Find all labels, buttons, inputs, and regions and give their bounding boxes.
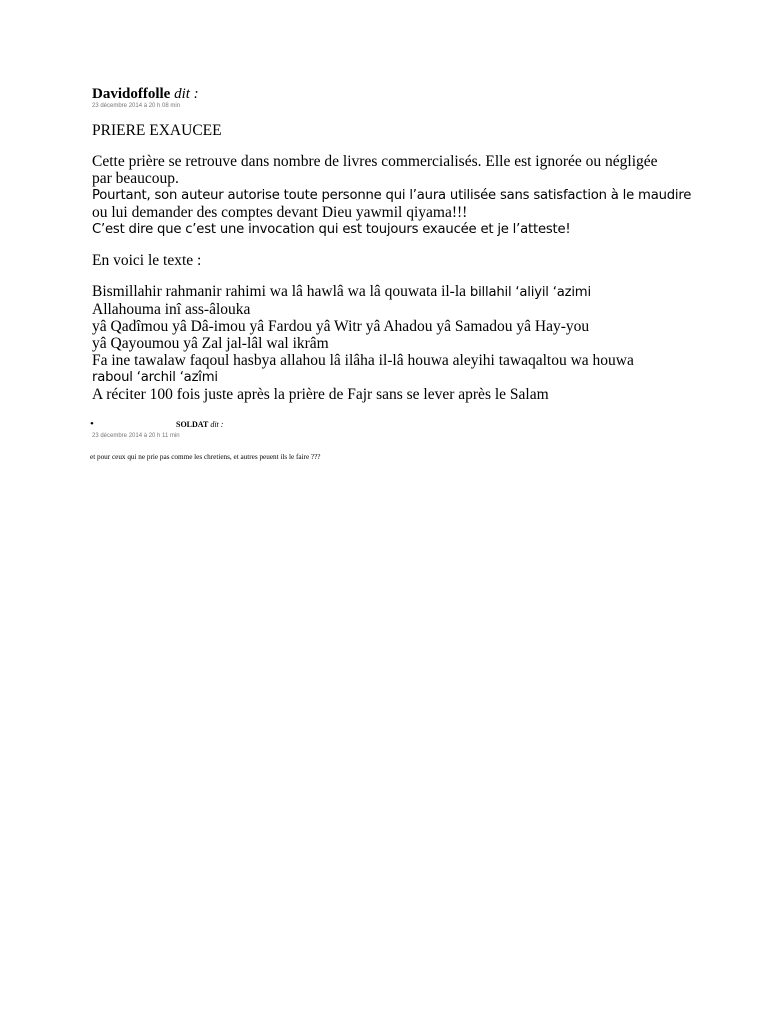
prayer-line: A réciter 100 fois juste après la prière de Fajr sans se lever après le Salam (92, 386, 549, 403)
prayer-line: raboul ‘archil ‘azîmi (92, 370, 218, 385)
bullet-icon: • (90, 418, 94, 430)
comment-title: PRIERE EXAUCEE (92, 122, 222, 139)
intro-line: ou lui demander des comptes devant Dieu yawmil qiyama!!! (92, 204, 468, 221)
prayer-text (92, 283, 692, 403)
comment-said-label: dit : (210, 420, 224, 429)
comment-date: 23 décembre 2014 à 20 h 11 min (92, 433, 180, 439)
intro-line: Cette prière se retrouve dans nombre de livres commercialisés. Elle est ignorée ou négligée (92, 153, 658, 170)
intro-line: C’est dire que c’est une invocation qui est toujours exaucée et je l’atteste! (92, 222, 571, 237)
prayer-line: Fa ine tawalaw faqoul hasbya allahou lâ ilâha il-lâ houwa aleyihi tawaqaltou wa houwa (92, 352, 634, 369)
intro-line: par beaucoup. (92, 170, 179, 187)
prayer-line-part: Bismillahir rahmanir rahimi wa lâ hawlâ wa lâ qouwata il-la (92, 283, 470, 300)
comment-author-name: SOLDAT (176, 420, 209, 429)
comment-author-line (176, 420, 223, 429)
prayer-line: Allahouma inî ass-âlouka (92, 301, 251, 318)
text-intro: En voici le texte : (92, 252, 202, 269)
prayer-line: yâ Qayoumou yâ Zal jal-lâl wal ikrâm (92, 335, 329, 352)
comment-text: et pour ceux qui ne prie pas comme les chretiens, et autres peuent ils le faire ??? (90, 453, 321, 461)
comment-intro-paragraph (92, 153, 692, 238)
comment-date: 23 décembre 2014 à 20 h 08 min (92, 103, 181, 109)
comment-davidoffolle (92, 86, 692, 403)
comment-said-label: dit : (174, 86, 199, 102)
comment-author-name: Davidoffolle (92, 86, 171, 102)
prayer-line: yâ Qadîmou yâ Dâ-imou yâ Fardou yâ Witr yâ Ahadou yâ Samadou yâ Hay-you (92, 318, 590, 335)
comment-author-line (92, 86, 692, 102)
prayer-line (92, 283, 692, 301)
intro-line: Pourtant, son auteur autorise toute personne qui l’aura utilisée sans satisfaction à le maudire (92, 188, 692, 203)
prayer-line-part: billahil ‘aliyil ‘azimi (469, 285, 591, 300)
